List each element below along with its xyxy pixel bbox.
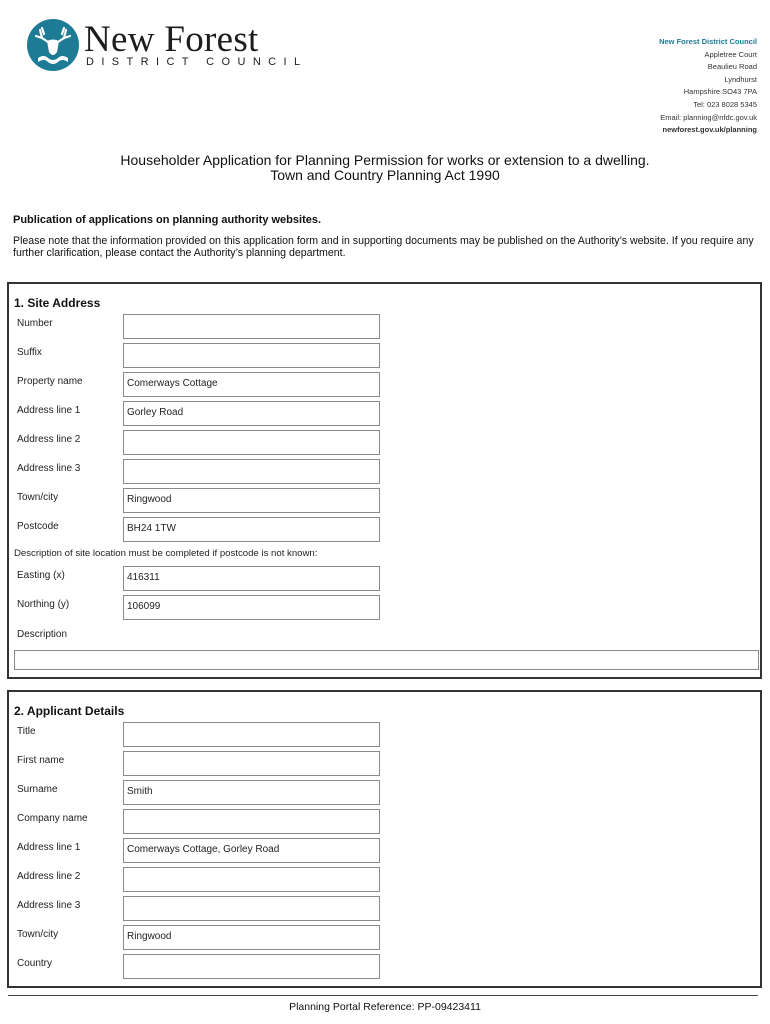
- field-label: Country: [17, 958, 53, 969]
- address-line-1-field[interactable]: Comerways Cottage, Gorley Road: [123, 838, 380, 863]
- form-title: [0, 153, 770, 183]
- field-label: Surname: [17, 784, 58, 795]
- field-label: Easting (x): [17, 570, 65, 581]
- contact-block: [659, 36, 757, 137]
- title-field[interactable]: [123, 722, 380, 747]
- field-label: Address line 3: [17, 463, 81, 474]
- site-address-section: [7, 282, 762, 679]
- contact-line-1: Appletree Court: [704, 49, 757, 59]
- address-line-3-field[interactable]: [123, 896, 380, 921]
- footer-divider: [8, 995, 758, 996]
- brand-subtitle: DISTRICT COUNCIL: [86, 56, 308, 68]
- contact-line-4: Hampshire SO43 7PA: [683, 87, 757, 97]
- town-city-field[interactable]: Ringwood: [123, 488, 380, 513]
- publication-heading: Publication of applications on planning authority websites.: [13, 214, 322, 226]
- field-label: Company name: [17, 813, 88, 824]
- field-label: Address line 1: [17, 405, 81, 416]
- easting-field[interactable]: 416311: [123, 566, 380, 591]
- planning-portal-reference: Planning Portal Reference: PP-09423411: [289, 1001, 481, 1013]
- location-note: Description of site location must be completed if postcode is not known:: [14, 548, 318, 559]
- field-label: Postcode: [17, 521, 59, 532]
- contact-line-3: Lyndhurst: [724, 74, 757, 84]
- address-line-2-field[interactable]: [123, 430, 380, 455]
- field-label: Northing (y): [17, 599, 70, 610]
- postcode-field[interactable]: BH24 1TW: [123, 517, 380, 542]
- stag-head-emblem-icon: [26, 18, 80, 77]
- property-name-field[interactable]: Comerways Cottage: [123, 372, 380, 397]
- field-label: Property name: [17, 376, 83, 387]
- contact-web: newforest.gov.uk/planning: [662, 125, 757, 135]
- field-label: Town/city: [17, 492, 59, 503]
- field-label: Title: [17, 726, 36, 737]
- number-field[interactable]: [123, 314, 380, 339]
- address-line-3-field[interactable]: [123, 459, 380, 484]
- field-label: Number: [17, 318, 53, 329]
- form-title-line-1: Householder Application for Planning Permission for works or extension to a dwelling.: [120, 152, 650, 168]
- suffix-field[interactable]: [123, 343, 380, 368]
- field-label: First name: [17, 755, 65, 766]
- field-label: Address line 2: [17, 871, 81, 882]
- contact-line-2: Beaulieu Road: [707, 62, 757, 72]
- company-name-field[interactable]: [123, 809, 380, 834]
- town-city-field[interactable]: Ringwood: [123, 925, 380, 950]
- contact-email: Email: planning@nfdc.gov.uk: [660, 112, 757, 122]
- northing-field[interactable]: 106099: [123, 595, 380, 620]
- field-label: Suffix: [17, 347, 42, 358]
- form-title-line-2: Town and Country Planning Act 1990: [270, 167, 500, 183]
- field-label: Address line 3: [17, 900, 81, 911]
- applicant-details-section: [7, 690, 762, 988]
- field-label: Town/city: [17, 929, 59, 940]
- address-line-2-field[interactable]: [123, 867, 380, 892]
- field-label: Address line 2: [17, 434, 81, 445]
- contact-tel: Tel: 023 8028 5345: [693, 99, 757, 109]
- description-field[interactable]: [14, 650, 759, 670]
- section-title: 1. Site Address: [14, 296, 101, 310]
- section-title: 2. Applicant Details: [14, 704, 125, 718]
- surname-field[interactable]: Smith: [123, 780, 380, 805]
- contact-org: New Forest District Council: [659, 37, 757, 46]
- address-line-1-field[interactable]: Gorley Road: [123, 401, 380, 426]
- brand-name: New Forest: [84, 19, 259, 60]
- first-name-field[interactable]: [123, 751, 380, 776]
- field-label: Address line 1: [17, 842, 81, 853]
- field-label: Description: [17, 629, 68, 640]
- publication-note: Please note that the information provided on this application form and in supporting documents may be published on the Authority’s website. If you require any further clarification, please contact the Authority’s planning department.: [13, 235, 754, 259]
- country-field[interactable]: [123, 954, 380, 979]
